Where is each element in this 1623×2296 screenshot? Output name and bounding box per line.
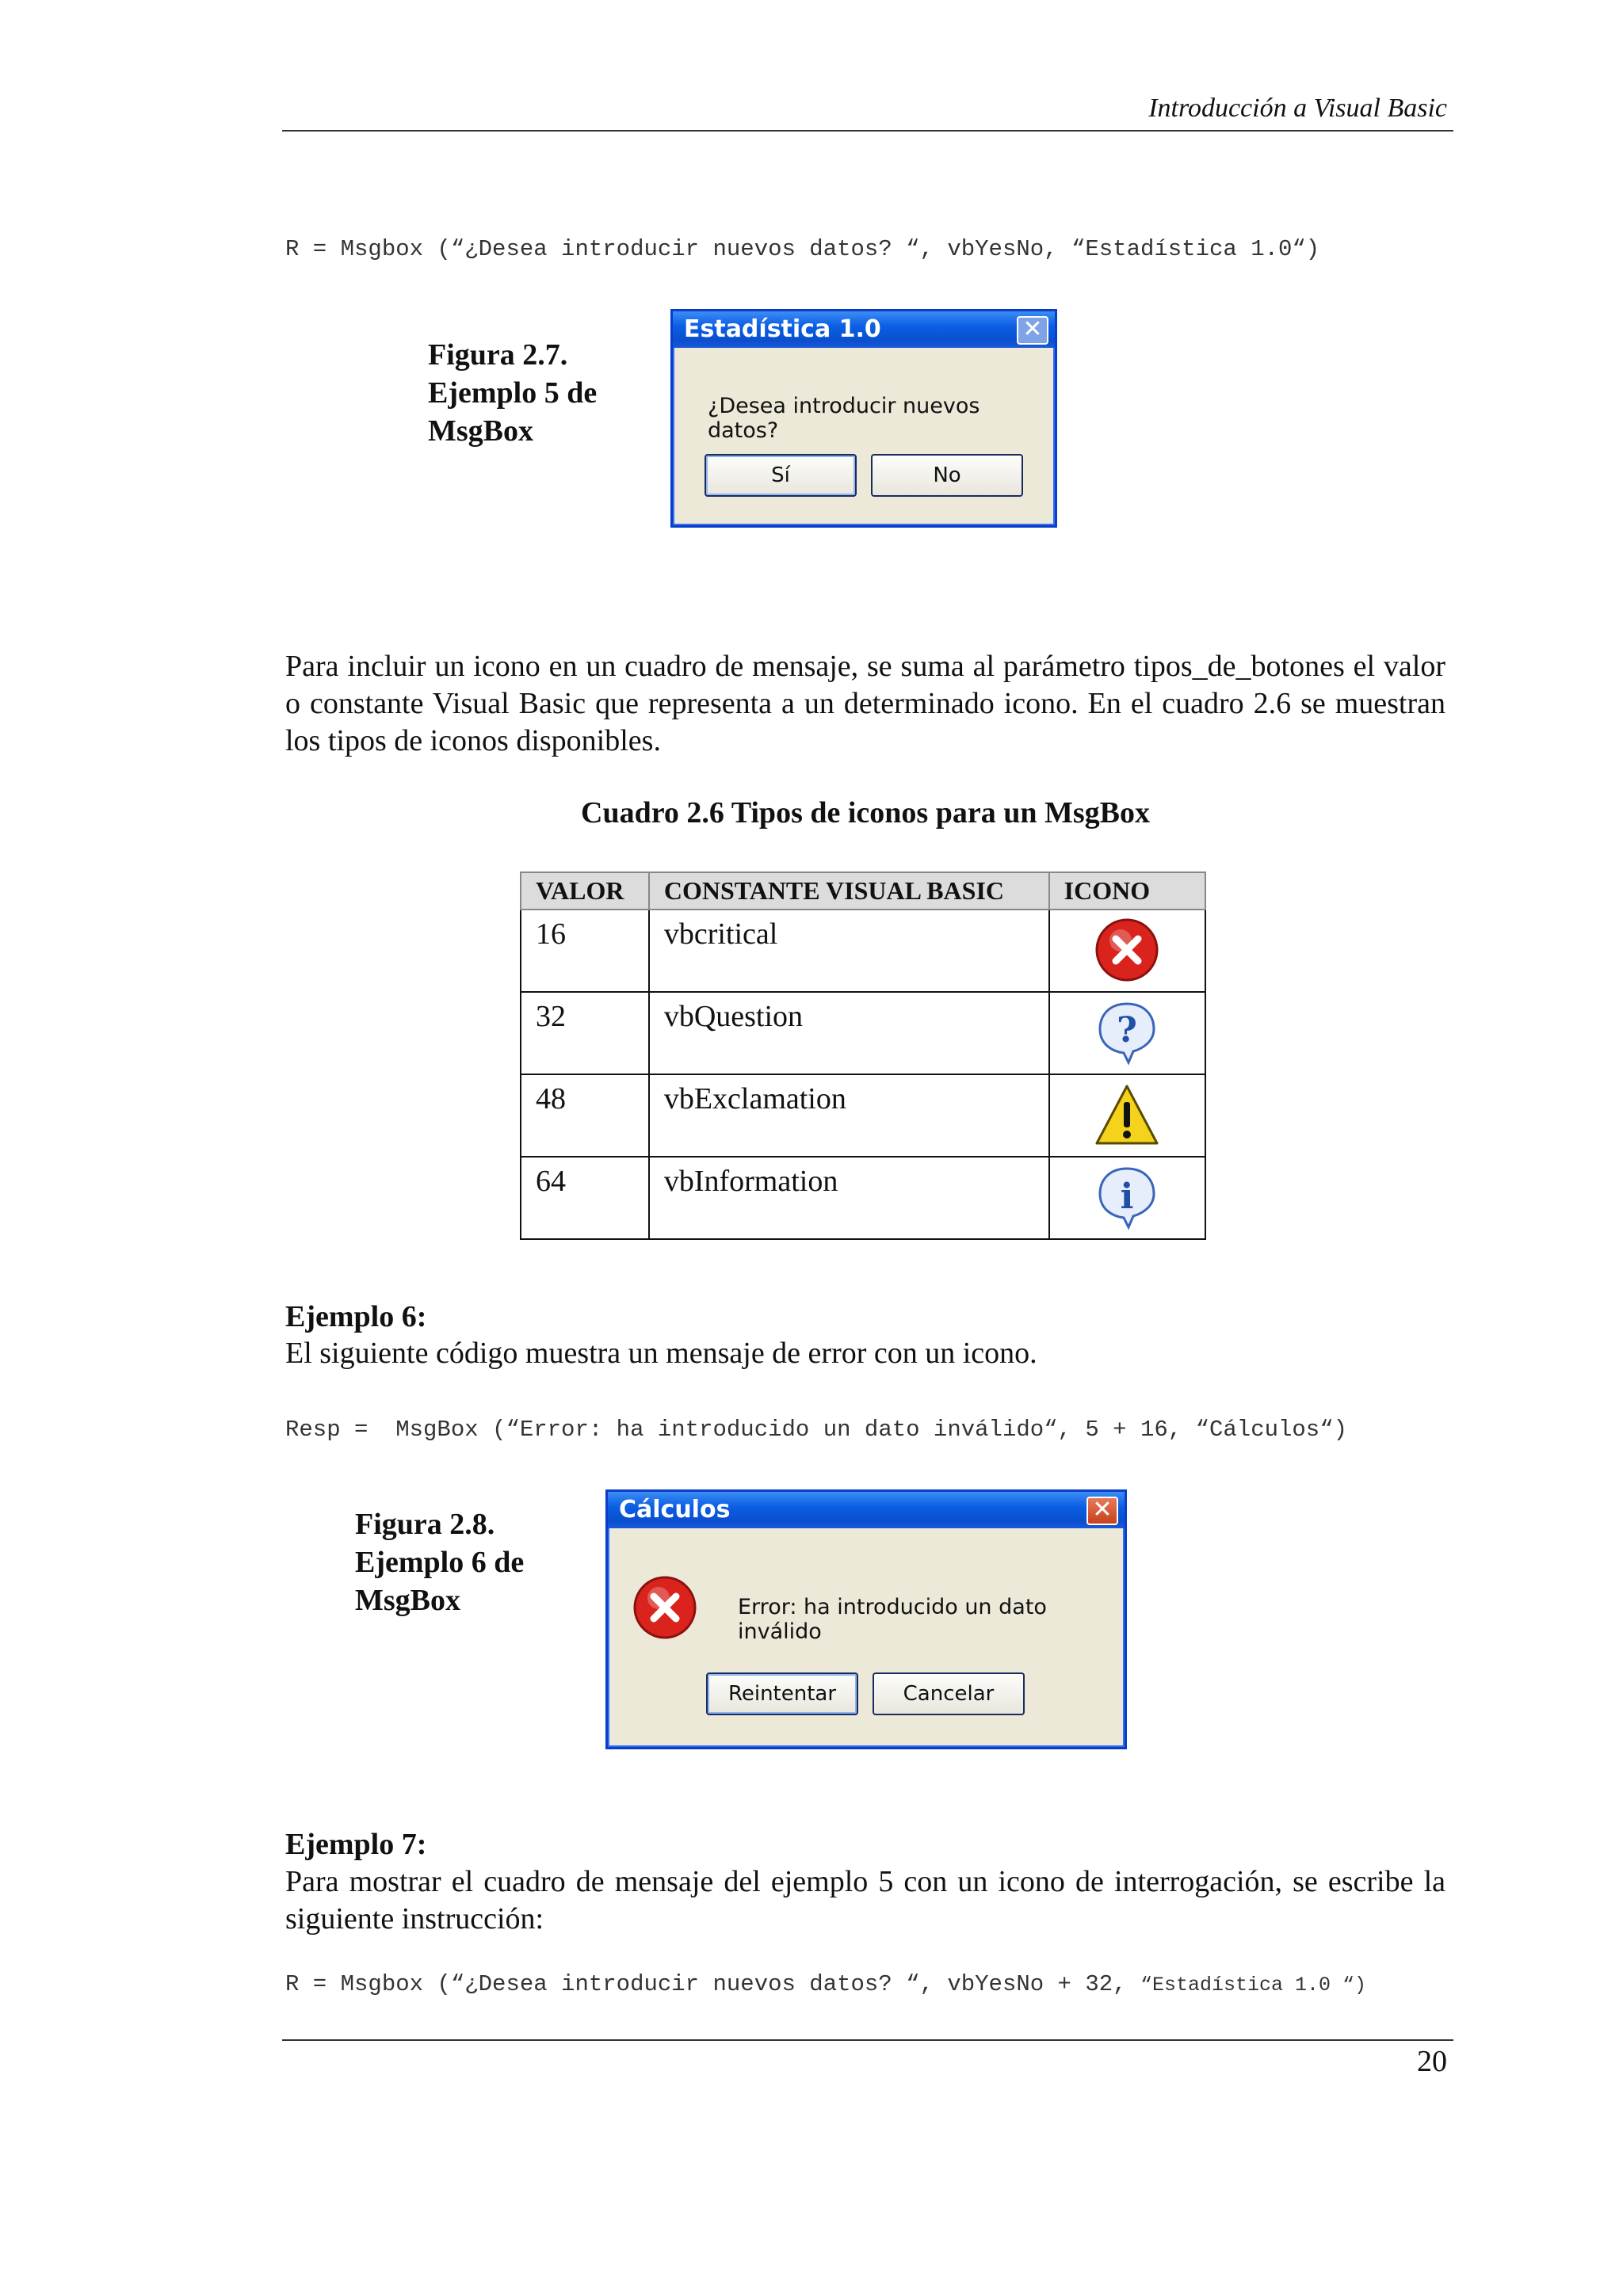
code-main: R = Msgbox (“¿Desea introducir nuevos datos? “, vbYesNo + 32, [285, 1971, 1140, 1997]
table-row [521, 992, 1205, 1074]
table-row [521, 1157, 1205, 1239]
dialog-titlebar: Cálculos [608, 1492, 1125, 1528]
cell-icon [1049, 1074, 1205, 1157]
information-icon [1094, 1164, 1160, 1230]
paragraph-icons-intro: Para incluir un icono en un cuadro de mensaje, se suma al parámetro tipos_de_botones el valor o constante Visual Basic que representa a un determinado icono. En el cuadro 2.6 se muestran los tipos de iconos disponibles. [285, 650, 1445, 757]
svg-text:i: i [1120, 1177, 1134, 1217]
cell-constant: vbInformation [649, 1157, 1049, 1239]
header-valor: VALOR [521, 872, 649, 910]
header-rule [282, 130, 1453, 132]
cell-value: 48 [521, 1074, 649, 1157]
header-icono: ICONO [1049, 872, 1205, 910]
table-title: Cuadro 2.6 Tipos de iconos para un MsgBox [581, 796, 1150, 830]
no-button[interactable]: No [871, 454, 1023, 497]
cell-constant: vbExclamation [649, 1074, 1049, 1157]
critical-icon [632, 1574, 698, 1641]
dialog-message: ¿Desea introducir nuevos datos? [708, 394, 980, 443]
close-icon[interactable]: ✕ [1017, 316, 1048, 345]
cell-icon [1049, 992, 1205, 1074]
caption-line: Figura 2.7. [428, 338, 568, 372]
table-row [521, 910, 1205, 992]
cancel-button[interactable]: Cancelar [873, 1672, 1025, 1715]
retry-button[interactable]: Reintentar [706, 1672, 858, 1715]
example-6-text: El siguiente código muestra un mensaje de error con un icono. [285, 1337, 1037, 1370]
yes-button[interactable]: Sí [705, 454, 857, 497]
caption-line: MsgBox [355, 1584, 460, 1617]
header-constante: CONSTANTE VISUAL BASIC [649, 872, 1049, 910]
table-row [521, 1074, 1205, 1157]
table-header-row [521, 872, 1205, 910]
cell-value: 64 [521, 1157, 649, 1239]
example-7-heading: Ejemplo 7: [285, 1828, 427, 1861]
close-icon[interactable]: ✕ [1086, 1497, 1118, 1525]
code-line-1: R = Msgbox (“¿Desea introducir nuevos datos? “, vbYesNo, “Estadística 1.0“) [285, 236, 1320, 262]
figure-7-caption [428, 336, 634, 450]
cell-constant: vbQuestion [649, 992, 1049, 1074]
caption-line: Ejemplo 5 de [428, 376, 598, 410]
caption-line: MsgBox [428, 414, 533, 448]
example-7-text: Para mostrar el cuadro de mensaje del ejemplo 5 con un icono de interrogación, se escribe la siguiente instrucción: [285, 1865, 1445, 1936]
code-line-example-7 [285, 1971, 1366, 1997]
critical-icon [1094, 917, 1160, 983]
cell-constant: vbcritical [649, 910, 1049, 992]
caption-line: Figura 2.8. [355, 1508, 495, 1541]
msgbox-dialog-calculos [605, 1489, 1127, 1749]
question-icon [1094, 999, 1160, 1066]
icon-types-table [520, 871, 1206, 1240]
code-line-example-6: Resp = MsgBox (“Error: ha introducido un dato inválido“, 5 + 16, “Cálculos“) [285, 1417, 1348, 1443]
example-6-heading: Ejemplo 6: [285, 1300, 427, 1333]
cell-value: 32 [521, 992, 649, 1074]
svg-text:?: ? [1117, 1010, 1138, 1051]
cell-icon [1049, 1157, 1205, 1239]
cell-value: 16 [521, 910, 649, 992]
msgbox-dialog-estadistica [670, 309, 1057, 528]
footer-rule [282, 2039, 1453, 2041]
cell-icon [1049, 910, 1205, 992]
dialog-message: Error: ha introducido un dato inválido [738, 1595, 1047, 1644]
dialog-titlebar: Estadística 1.0 [673, 311, 1055, 348]
code-tail: “Estadística 1.0 “) [1140, 1974, 1367, 1997]
running-header: Introducción a Visual Basic [1148, 93, 1447, 123]
caption-line: Ejemplo 6 de [355, 1546, 525, 1579]
page-number: 20 [1417, 2045, 1447, 2078]
exclamation-icon [1094, 1081, 1160, 1148]
figure-8-caption [355, 1505, 561, 1619]
